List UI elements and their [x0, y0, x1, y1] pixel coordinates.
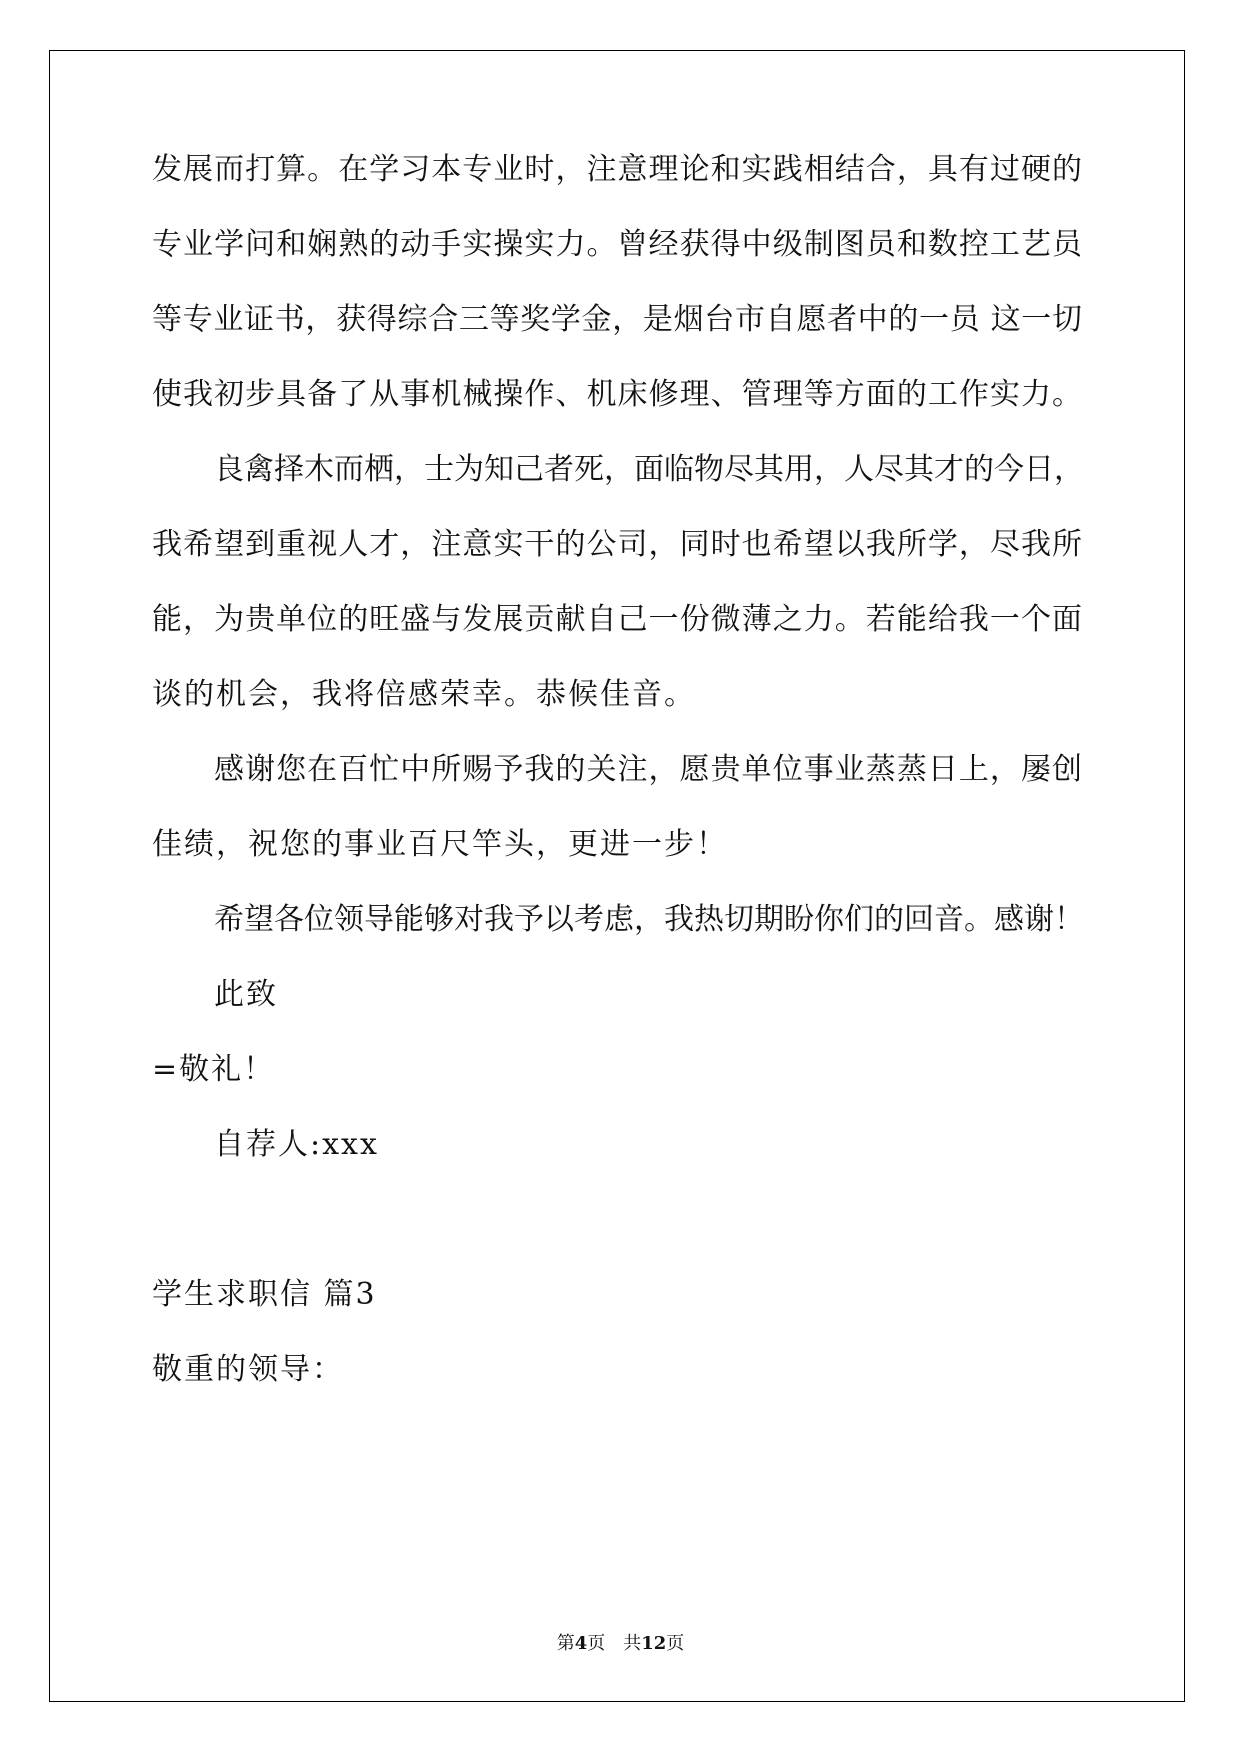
greeting: 敬重的领导：: [152, 1352, 344, 1387]
page-suffix: 页: [587, 1633, 606, 1654]
section-heading: 学生求职信 篇3: [152, 1277, 377, 1312]
paragraph-3-line-1: 感谢您在百忙中所赐予我的关注，愿贵单位事业蒸蒸日上，屡创: [214, 752, 1082, 787]
paragraph-1-line-4: 使我初步具备了从事机械操作、机床修理、管理等方面的工作实力。: [152, 377, 1082, 412]
paragraph-2-line-3: 能，为贵单位的旺盛与发展贡献自己一份微薄之力。若能给我一个面: [152, 602, 1082, 637]
closing-salutation: 此致: [214, 977, 278, 1012]
paragraph-4-line-1: 希望各位领导能够对我予以考虑，我热切期盼你们的回音。感谢！: [214, 902, 1084, 937]
page-number-footer: [0, 1629, 1241, 1655]
total-prefix: 共: [623, 1633, 642, 1654]
paragraph-1-line-1: 发展而打算。在学习本专业时，注意理论和实践相结合，具有过硬的: [152, 152, 1082, 187]
signature: 自荐人:xxx: [214, 1127, 379, 1162]
paragraph-1-line-3: 等专业证书，获得综合三等奖学金，是烟台市自愿者中的一员 这一切: [152, 302, 1082, 337]
current-page-number: 4: [574, 1633, 588, 1654]
closing-regards: =敬礼！: [152, 1052, 276, 1087]
total-suffix: 页: [666, 1633, 685, 1654]
page-prefix: 第: [556, 1633, 575, 1654]
paragraph-3-line-2: 佳绩，祝您的事业百尺竿头，更进一步！: [152, 827, 728, 862]
paragraph-1-line-2: 专业学问和娴熟的动手实操实力。曾经获得中级制图员和数控工艺员: [152, 227, 1082, 262]
paragraph-2-line-2: 我希望到重视人才，注意实干的公司，同时也希望以我所学，尽我所: [152, 527, 1082, 562]
total-page-number: 12: [641, 1633, 667, 1654]
paragraph-2-line-1: 良禽择木而栖，士为知己者死，面临物尽其用，人尽其才的今日，: [214, 452, 1084, 487]
paragraph-2-line-4: 谈的机会，我将倍感荣幸。恭候佳音。: [152, 677, 696, 712]
page-border: [49, 50, 1185, 1702]
